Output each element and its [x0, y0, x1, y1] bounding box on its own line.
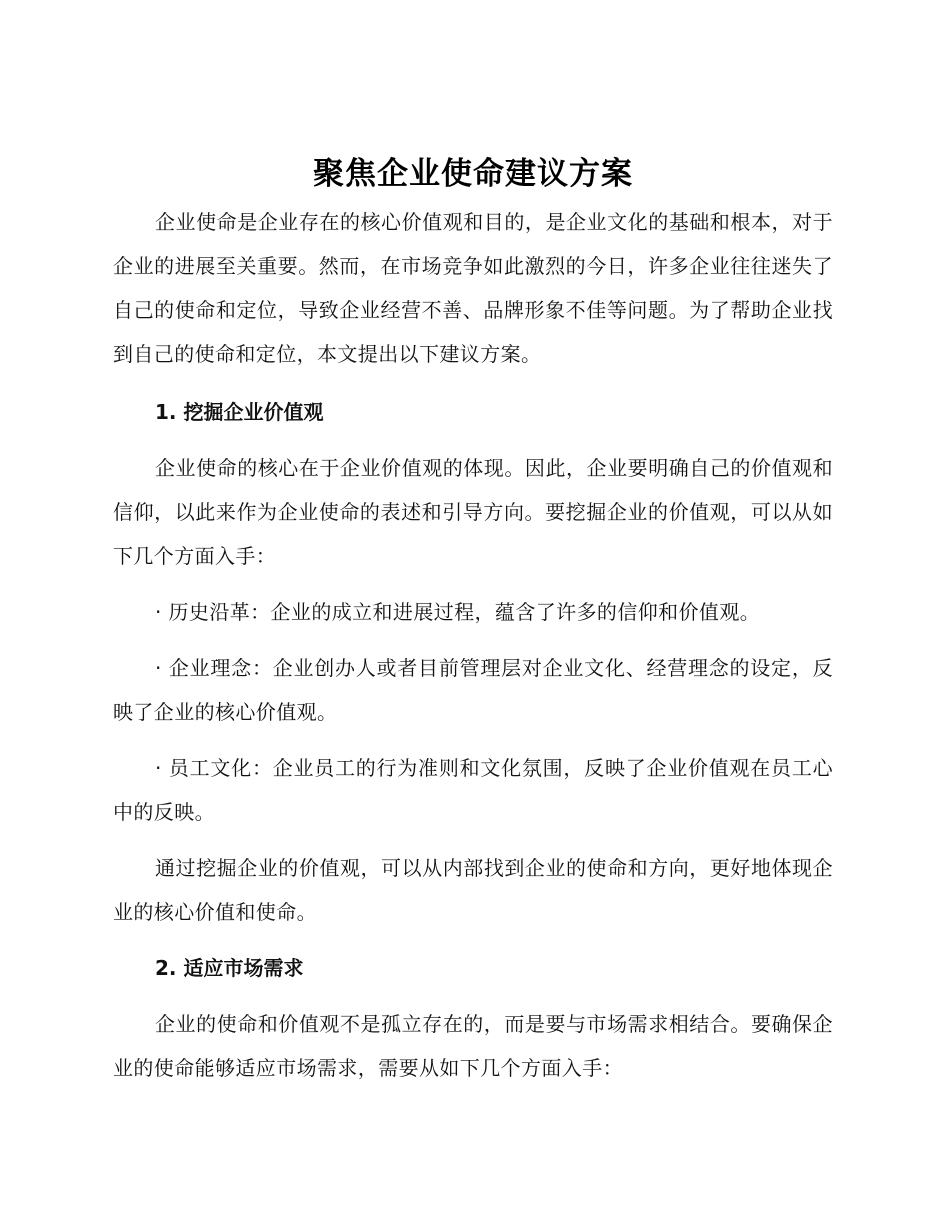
- spacer: [113, 376, 833, 390]
- spacer: [113, 434, 833, 446]
- section1-conclusion: 通过挖掘企业的价值观，可以从内部找到企业的使命和方向，更好地体现企业的核心价值和使命。: [113, 856, 833, 924]
- bullet-item-history: · 历史沿革：企业的成立和进展过程，蕴含了许多的信仰和价值观。: [155, 600, 761, 624]
- intro-paragraph: 企业使命是企业存在的核心价值观和目的，是企业文化的基础和根本，对于企业的进展至关重要。然而，在市场竞争如此激烈的今日，许多企业往往迷失了自己的使命和定位，导致企业经营不善、品牌形象不佳等问题。为了帮助企业找到自己的使命和定位，本文提出以下建议方案。: [113, 210, 833, 366]
- bullet-item-culture: · 员工文化：企业员工的行为准则和文化氛围，反映了企业价值观在员工心中的反映。: [113, 756, 833, 824]
- spacer: [113, 734, 833, 746]
- section-heading-1: 1. 挖掘企业价值观: [155, 400, 324, 424]
- spacer: [113, 990, 833, 1002]
- spacer: [113, 834, 833, 846]
- spacer: [113, 934, 833, 946]
- section1-paragraph: 企业使命的核心在于企业价值观的体现。因此，企业要明确自己的价值观和信仰，以此来作为企业使命的表述和引导方向。要挖掘企业的价值观，可以从如下几个方面入手：: [113, 456, 833, 568]
- section2-paragraph: 企业的使命和价值观不是孤立存在的，而是要与市场需求相结合。要确保企业的使命能够适应市场需求，需要从如下几个方面入手：: [113, 1012, 833, 1080]
- spacer: [113, 634, 833, 646]
- spacer: [113, 578, 833, 590]
- document-title: 聚焦企业使命建议方案: [313, 156, 633, 192]
- document-content: [113, 148, 833, 1090]
- bullet-item-philosophy: · 企业理念：企业创办人或者目前管理层对企业文化、经营理念的设定，反映了企业的核心价值观。: [113, 656, 833, 724]
- section-heading-2: 2. 适应市场需求: [155, 956, 304, 980]
